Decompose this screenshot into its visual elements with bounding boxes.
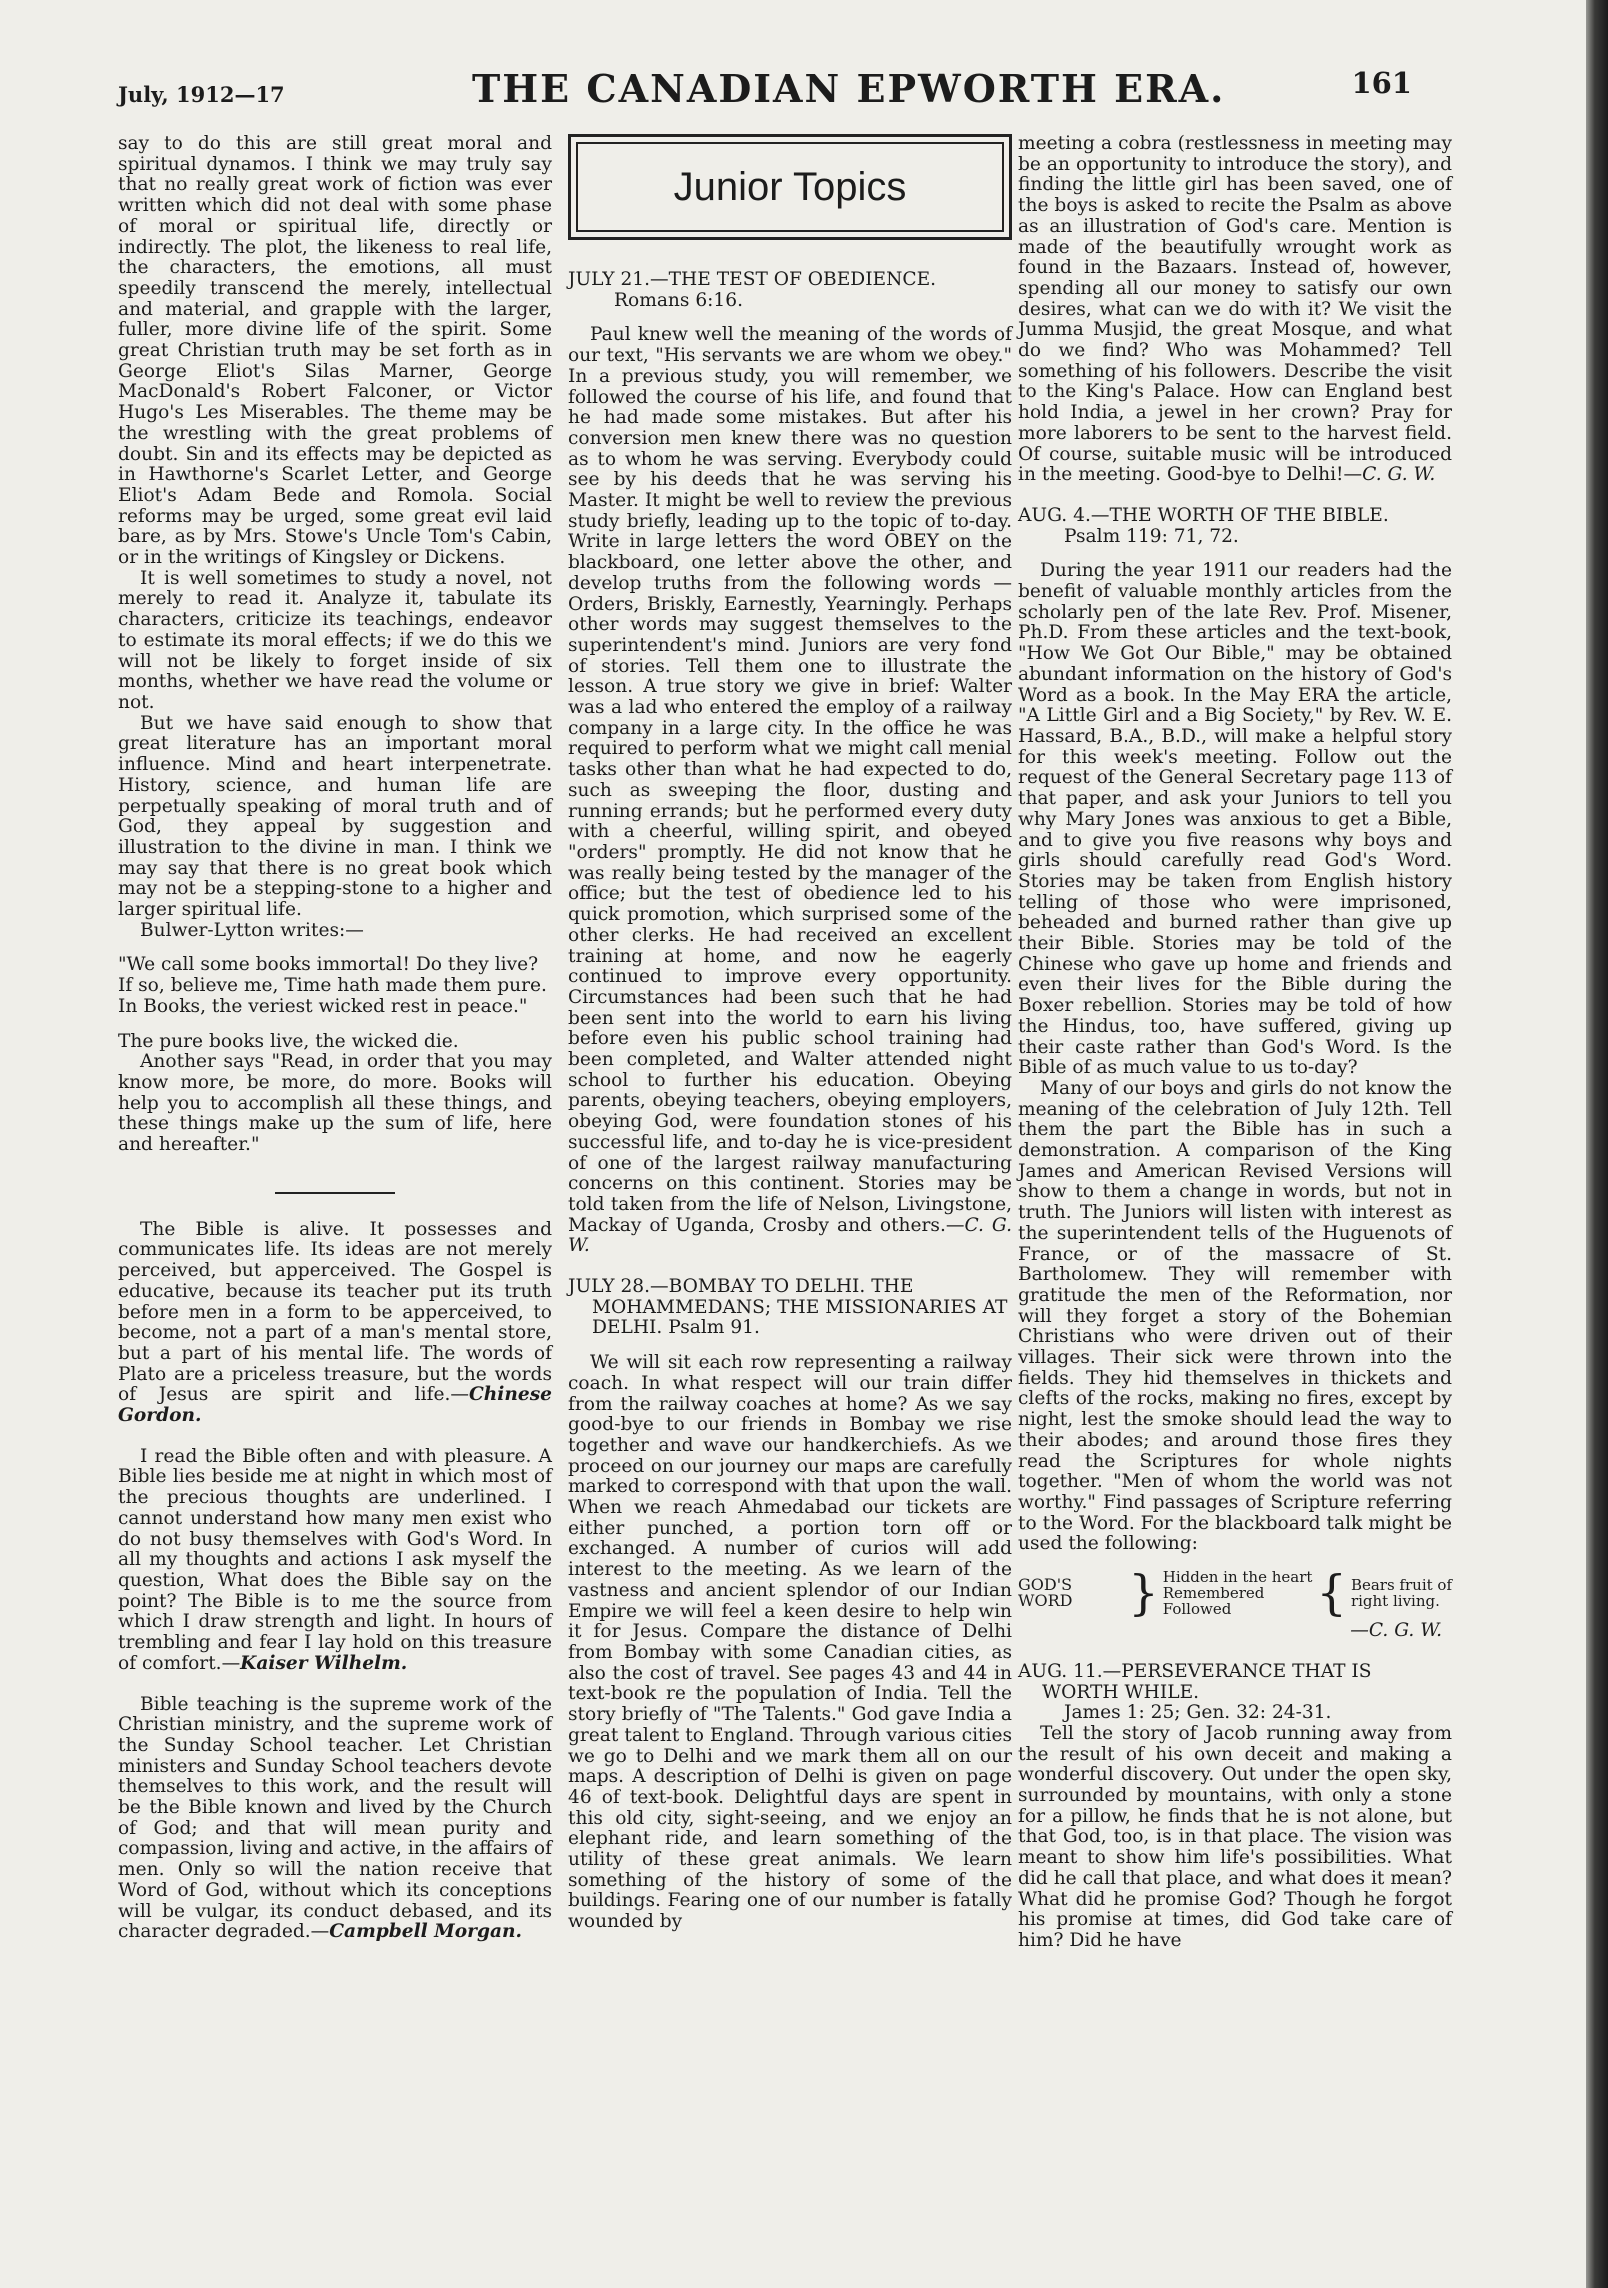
- blackboard-diagram: [1018, 1565, 1452, 1622]
- column-middle: [568, 134, 1012, 1933]
- author-signature: C. G. W.: [1362, 464, 1436, 486]
- quote-text: Bible teaching is the supreme work of the Christian ministry, and the supreme work of the Sunday School teacher. Let Christian ministers and Sunday School teachers devote themselves to this work, and the result will be the Bible known and lived by the Church of God; and that will mean purity and compassion, living and active, in the affairs of men. Only so will the nation receive that Word of God, without which its conceptions will be vulgar, its conduct debased, and its character degraded.—: [118, 1693, 552, 1943]
- paragraph: It is well sometimes to study a novel, not merely to read it. Analyze it, tabulate its characters, criticize its teachings, endeavor to estimate its moral effects; if we do this we will not be likely to forget inside of six months, whether we have read the volume or not.: [118, 567, 552, 713]
- section-title-box: [568, 134, 1012, 240]
- paragraph: [118, 1695, 552, 1943]
- paragraph: [118, 1447, 552, 1675]
- author-signature: —C. G. W.: [1350, 1620, 1442, 1642]
- masthead-title: THE CANADIAN EPWORTH ERA.: [472, 66, 1226, 111]
- poem-line: "We call some books immortal! Do they live?: [118, 954, 539, 976]
- issue-date: July, 1912—17: [118, 82, 285, 107]
- paragraph: But we have said enough to show that great literature has an important moral influence. Mind and heart interpenetrate. History, science, and human life are perpetually speaking of moral truth and of God, they appeal by suggestion and illustration to the divine in man. I think we may say that there is no great book which may not be a stepping-stone to a higher and larger spiritual life.: [118, 712, 552, 921]
- page-number: 161: [1351, 66, 1412, 100]
- topic-reference: James 1: 25; Gen. 32: 24-31.: [1064, 1702, 1332, 1724]
- paragraph: say to do this are still great moral and spiritual dynamos. I think we may truly say that no really great work of fiction was ever written which did not deal with some phase of moral or spiritual life, directly or indirectly. The plot, the likeness to real life, the characters, the emotions, all must speedily transcend the merely, intellectual and material, and grapple with the larger, fuller, more divine life of the spirit. Some great Christian truth may be set forth as in George Eliot's Silas Marner, George MacDonald's Robert Falconer, or Victor Hugo's Les Miserables. The theme may be the wrestling with the great problems of doubt. Sin and its effects may be depicted as in Hawthorne's Scarlet Letter, and George Eliot's Adam Bede and Romola. Social reforms may be urged, some great evil laid bare, as by Mrs. Stowe's Uncle Tom's Cabin, or in the writings of Kingsley or Dickens.: [118, 133, 552, 569]
- blackboard-list: [1163, 1569, 1313, 1617]
- topic-title: AUG. 11.—PERSEVERANCE THAT IS WORTH WHILE.: [1018, 1660, 1372, 1703]
- poem-line: If so, believe me, Time hath made them pure.: [118, 975, 547, 997]
- section-title: Junior Topics: [576, 142, 1004, 232]
- topic-body: Paul knew well the meaning of the words of our text, "His servants we are whom we obey." In a previous study, you will remember, we followed the course of his life, and found that he had made some mistakes. But after his conversion men knew there was no question as to whom he was serving. Everybody could see by his deeds that he was serving his Master. It might be well to review the previous study briefly, leading up to the topic of to-day. Write in large letters the word OBEY on the blackboard, one letter above the other, and develop truths from the following words — Orders, Briskly, Earnestly, Yearningly. Perhaps other words may suggest themselves to the superintendent's mind. Juniors are very fond of stories. Tell them one to illustrate the lesson. A true story we give in brief: Walter was a lad who entered the employ of a railway company in a large city. In the office he was required to perform what we might call menial tasks other than what he had expected to do, such as sweeping the floor, dusting and running errands; but he performed every duty with a cheerful, willing spirit, and obeyed "orders" promptly. He did not know that he was really being tested by the manager of the office; but the test of obedience led to his quick promotion, which surprised some of the other clerks. He had received an excellent training at home, and now he eagerly continued to improve every opportunity. Circumstances had been such that he had been sent into the world to earn his living before even his public school training had been completed, and Walter attended night school to further his education. Obeying parents, obeying teachers, obeying employers, obeying God, were foundation stones of his successful life, and to-day he is vice-president of one of the largest railway manufacturing concerns on this continent. Stories may be told taken from the life of Nelson, Livingstone, Mackay of Uganda, Crosby and others.—: [568, 324, 1012, 1236]
- topic-body: meeting a cobra (restlessness in meeting may be an opportunity to introduce the story), and finding the little girl has been saved, one of the boys is asked to recite the Psalm as above as an illustration of God's care. Mention is made of the beautifully wrought work as found in the Bazaars. Instead of, however, spending all our money to satisfy our own desires, what can we do with it? We visit the Jumma Musjid, the great Mosque, and what do we find? Who was Mohammed? Tell something of his followers. Describe the visit to the King's Palace. How can England best hold India, a jewel in her crown? Pray for more laborers to be sent to the harvest field. Of course, suitable music will be introduced in the meeting. Good-bye to Delhi!—: [1018, 133, 1452, 486]
- paragraph: [118, 1220, 552, 1427]
- blackboard-result: [1351, 1577, 1452, 1609]
- page-header: [118, 56, 1418, 126]
- blackboard-label: GOD'S WORD: [1018, 1575, 1073, 1611]
- quote-attribution: Campbell Morgan.: [329, 1921, 523, 1943]
- paragraph: We will sit each row representing a railway coach. In what respect will our train differ from the railway coaches at home? As we say good-bye to our friends in Bombay we rise together and wave our handkerchiefs. As we proceed on our journey our maps are carefully marked to correspond with that upon the wall. When we reach Ahmedabad our tickets are either punched, a portion torn off or exchanged. A number of curios will add interest to the meeting. As we learn of the vastness and ancient splendor of our Indian Empire we will feel a keen desire to help win it for Jesus. Compare the distance of Delhi from Bombay with some Canadian cities, as also the cost of travel. See pages 43 and 44 in text-book re the population of India. Tell the story briefly of "The Talents." God gave India a great talent to England. Through various cities we go to Delhi and we mark them all on our maps. A description of Delhi is given on page 46 of text-book. Delightful days are spent in this old city, sight-seeing, and we enjoy an elephant ride, and learn something of the utility of these great animals. We learn something of the history of some of the buildings. Fearing one of our number is fatally wounded by: [568, 1352, 1012, 1933]
- poem-quote: [118, 955, 552, 1017]
- quote-attribution: Chinese Gordon.: [118, 1384, 552, 1427]
- paragraph: [1018, 134, 1452, 486]
- paragraph: Many of our boys and girls do not know the meaning of the celebration of July 12th. Tell them the part the Bible has in such a demonstration. A comparison of the King James and American Revised Versions will show to them a change in words, but not in truth. The Juniors will listen with interest as the superintendent tells of the Huguenots of France, or of the massacre of St. Bartholomew. They will remember with gratitude the men of the Reformation, nor will they forget a story of the Bohemian Christians who were driven out of their villages. Their sick were thrown into the fields. They hid themselves in thickets and clefts of the rocks, making no fires, except by night, lest the smoke should lead the way to their abodes; and around those fires they read the Scriptures for whole nights together. "Men of whom the world was not worthy." Find passages of Scripture referring to the Word. For the blackboard talk might be used the following:: [1018, 1077, 1452, 1555]
- column-left: [118, 134, 552, 1943]
- paragraph: Another says "Read, in order that you may know more, be more, do more. Books will help you to accomplish all these things, and these things make up the sum of life, here and hereafter.": [118, 1051, 552, 1156]
- topic-title: JULY 21.—THE TEST OF OBEDIENCE.: [568, 269, 937, 290]
- paragraph: Bulwer-Lytton writes:—: [140, 919, 364, 941]
- blackboard-item: Followed: [1162, 1600, 1232, 1619]
- paragraph: During the year 1911 our readers had the benefit of valuable monthly articles from the scholarly pen of the late Rev. Prof. Misener, Ph.D. From these articles and the text-book, "How We Got Our Bible," may be obtained abundant information on the history of God's Word as a book. In the May ERA the article, "A Little Girl and a Big Society," by Rev. W. E. Hassard, B.A., B.D., will make a helpful story for this week's meeting. Follow out the request of the General Secretary page 113 of that paper, and ask your Juniors to tell you why Mary Jones was anxious to get a Bible, and to give you five reasons why boys and girls should carefully read God's Word. Stories may be taken from English history telling of those who were imprisoned, beheaded and burned rather than give up their Bible. Stories may be told of the Chinese who gave up home and friends and even their lives for the Bible during the Boxer rebellion. Stories may be told of how the Hindus, too, have suffered, giving up their caste rather than God's Word. Is the Bible of as much value to us to-day?: [1018, 560, 1452, 1079]
- blackboard-item: Remembered: [1162, 1584, 1265, 1603]
- topic-heading: [568, 270, 1012, 311]
- topic-heading: JULY 28.—BOMBAY TO DELHI. THE MOHAMMEDANS; THE MISSIONARIES AT DELHI. Psalm 91.: [568, 1276, 1008, 1339]
- column-right: [1018, 134, 1452, 1952]
- paragraph: The pure books live, the wicked die.: [118, 1030, 459, 1052]
- poem-line: In Books, the veriest wicked rest in peace.": [118, 995, 528, 1017]
- topic-reference: Romans 6:16.: [614, 289, 744, 311]
- section-divider: [275, 1192, 395, 1194]
- brace-glyph: {: [1316, 1565, 1347, 1622]
- paragraph: Tell the story of Jacob running away from the result of his own deceit and making a wonderful discovery. Out under the open sky, surrounded by mountains, with only a stone for a pillow, he finds that he is not alone, but that God, too, is in that place. The vision was meant to show him life's possibilities. What did he call that place, and what does it mean? What did he promise God? Though he forgot his promise at times, did God take care of him? Did he have: [1018, 1722, 1452, 1951]
- brace-glyph: }: [1128, 1565, 1159, 1622]
- quote-text: The Bible is alive. It possesses and communicates life. Its ideas are not merely perceived, but apperceived. The Gospel is educative, because its teacher put its truth before men in a form to be apperceived, to become, not a part of a man's mental store, but a part of his mental life. The words of Plato are a priceless treasure, but the words of Jesus are spirit and life.—: [118, 1218, 552, 1406]
- topic-heading: [1018, 1662, 1452, 1724]
- blackboard-item: Hidden in the heart: [1162, 1568, 1313, 1587]
- page-edge: [1586, 0, 1608, 2288]
- blackboard-result-line: right living.: [1350, 1592, 1440, 1611]
- topic-reference: Psalm 119: 71, 72.: [1064, 525, 1239, 547]
- topic-title: AUG. 4.—THE WORTH OF THE BIBLE.: [1018, 504, 1389, 526]
- quote-attribution: Kaiser Wilhelm.: [240, 1652, 408, 1674]
- paragraph: [568, 325, 1012, 1257]
- author-signature: C. G. W.: [568, 1214, 1012, 1257]
- blackboard-result-line: Bears fruit of: [1350, 1576, 1452, 1595]
- topic-heading: [1018, 506, 1452, 547]
- quote-text: I read the Bible often and with pleasure. A Bible lies beside me at night in which most of the precious thoughts are underlined. I cannot understand how many men exist who do not busy themselves with God's Word. In all my thoughts and actions I ask myself the question, What does the Bible say on the point? The Bible is to me the source from which I draw strength and light. In hours of trembling and fear I lay hold on this treasure of comfort.—: [118, 1445, 552, 1674]
